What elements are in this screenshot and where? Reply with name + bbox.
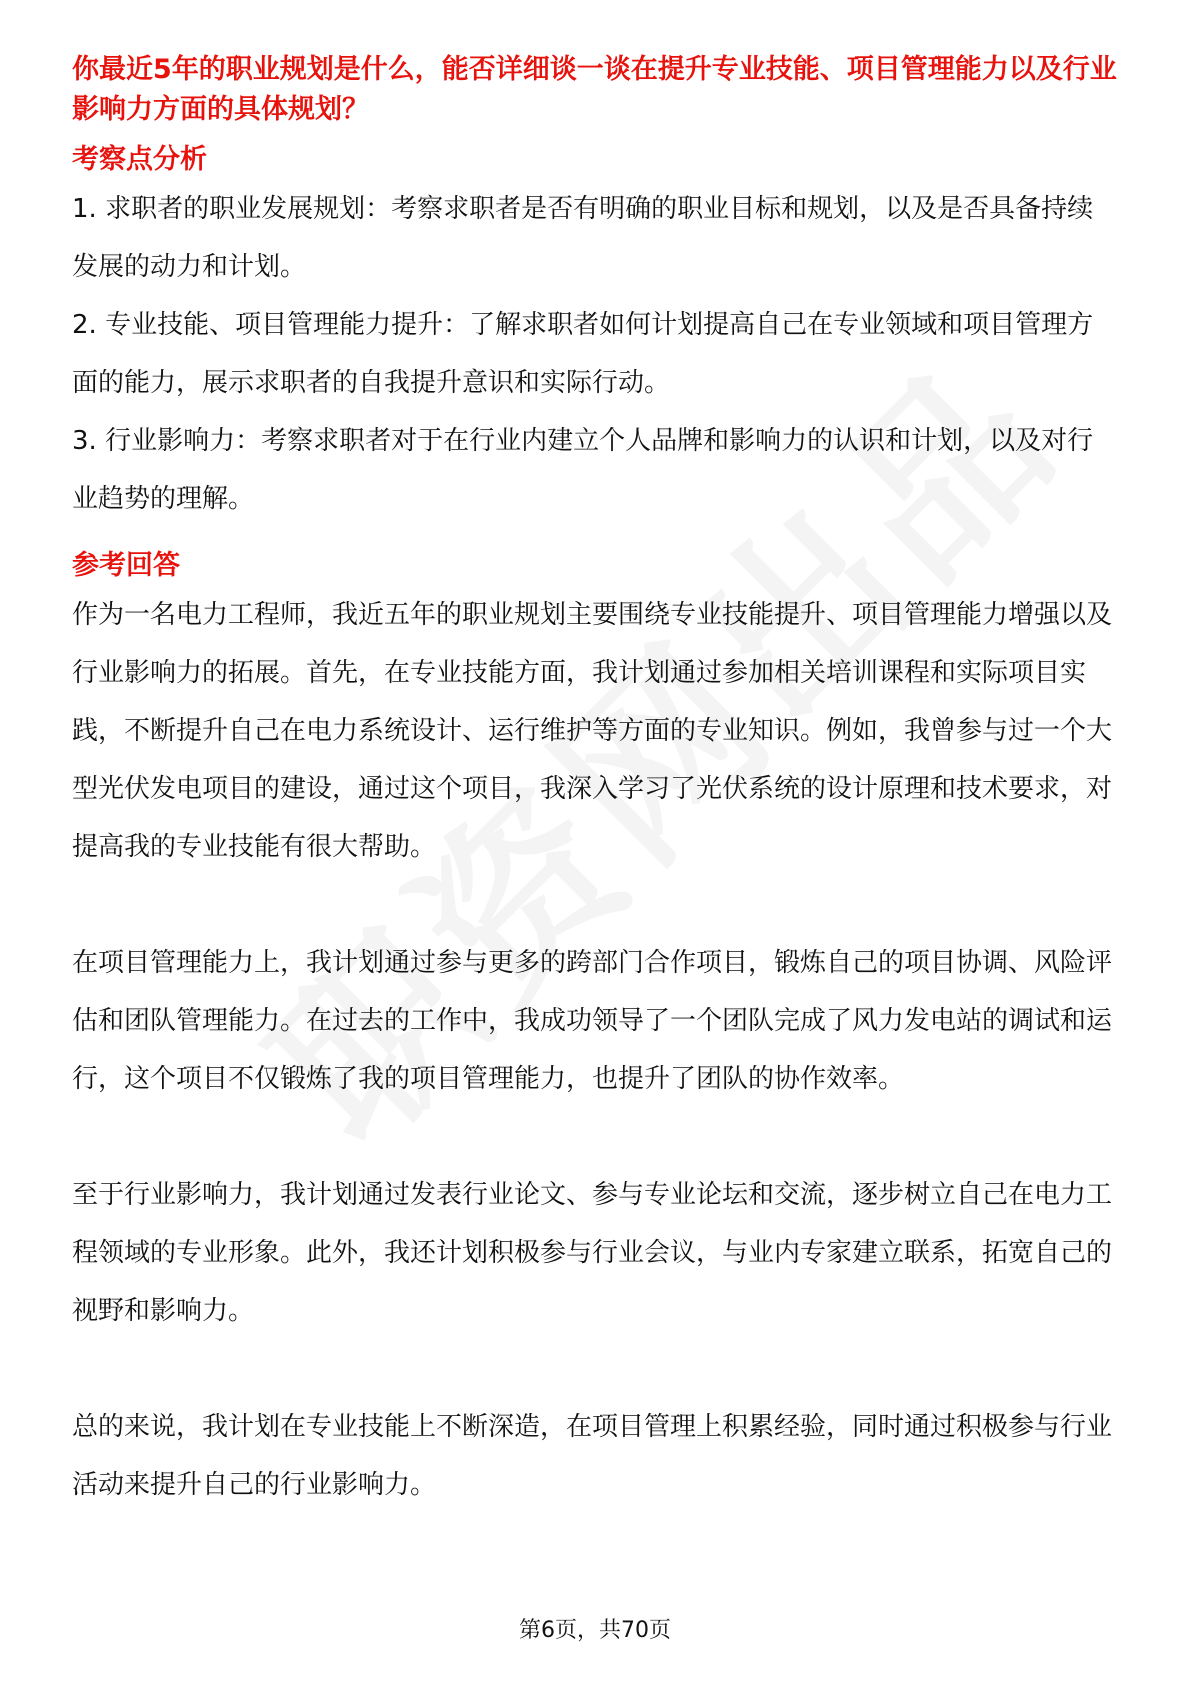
answer-paragraph-4: 总的来说，我计划在专业技能上不断深造，在项目管理上积累经验，同时通过积极参与行业活动来提升自己的行业影响力。	[72, 1412, 1113, 1500]
analysis-item-1: 1. 求职者的职业发展规划：考察求职者是否有明确的职业目标和规划，以及是否具备持续发展的动力和计划。	[72, 194, 1094, 282]
analysis-item-2: 2. 专业技能、项目管理能力提升：了解求职者如何计划提高自己在专业领域和项目管理方面的能力，展示求职者的自我提升意识和实际行动。	[72, 310, 1094, 398]
document-page	[72, 50, 1118, 1514]
paragraph-spacer	[72, 1108, 1118, 1166]
answer-paragraph-1: 作为一名电力工程师，我近五年的职业规划主要围绕专业技能提升、项目管理能力增强以及行业影响力的拓展。首先，在专业技能方面，我计划通过参加相关培训课程和实际项目实践，不断提升自己在电力系统设计、运行维护等方面的专业知识。例如，我曾参与过一个大型光伏发电项目的建设，通过这个项目，我深入学习了光伏系统的设计原理和技术要求，对提高我的专业技能有很大帮助。	[72, 600, 1113, 862]
answer-heading: 参考回答	[72, 550, 180, 581]
paragraph-spacer	[72, 876, 1118, 934]
answer-body	[72, 586, 1118, 1514]
paragraph-spacer	[72, 1340, 1118, 1398]
analysis-list	[72, 180, 1118, 528]
analysis-heading: 考察点分析	[72, 144, 207, 175]
answer-paragraph-3: 至于行业影响力，我计划通过发表行业论文、参与专业论坛和交流，逐步树立自己在电力工程领域的专业形象。此外，我还计划积极参与行业会议，与业内专家建立联系，拓宽自己的视野和影响力。	[72, 1180, 1113, 1326]
analysis-item-3: 3. 行业影响力：考察求职者对于在行业内建立个人品牌和影响力的认识和计划，以及对行业趋势的理解。	[72, 426, 1094, 514]
answer-paragraph-2: 在项目管理能力上，我计划通过参与更多的跨部门合作项目，锻炼自己的项目协调、风险评估和团队管理能力。在过去的工作中，我成功领导了一个团队完成了风力发电站的调试和运行，这个项目不仅锻炼了我的项目管理能力，也提升了团队的协作效率。	[72, 948, 1113, 1094]
page-number: 第6页，共70页	[519, 1618, 671, 1643]
question-title: 你最近5年的职业规划是什么，能否详细谈一谈在提升专业技能、项目管理能力以及行业影响力方面的具体规划？	[72, 54, 1117, 125]
